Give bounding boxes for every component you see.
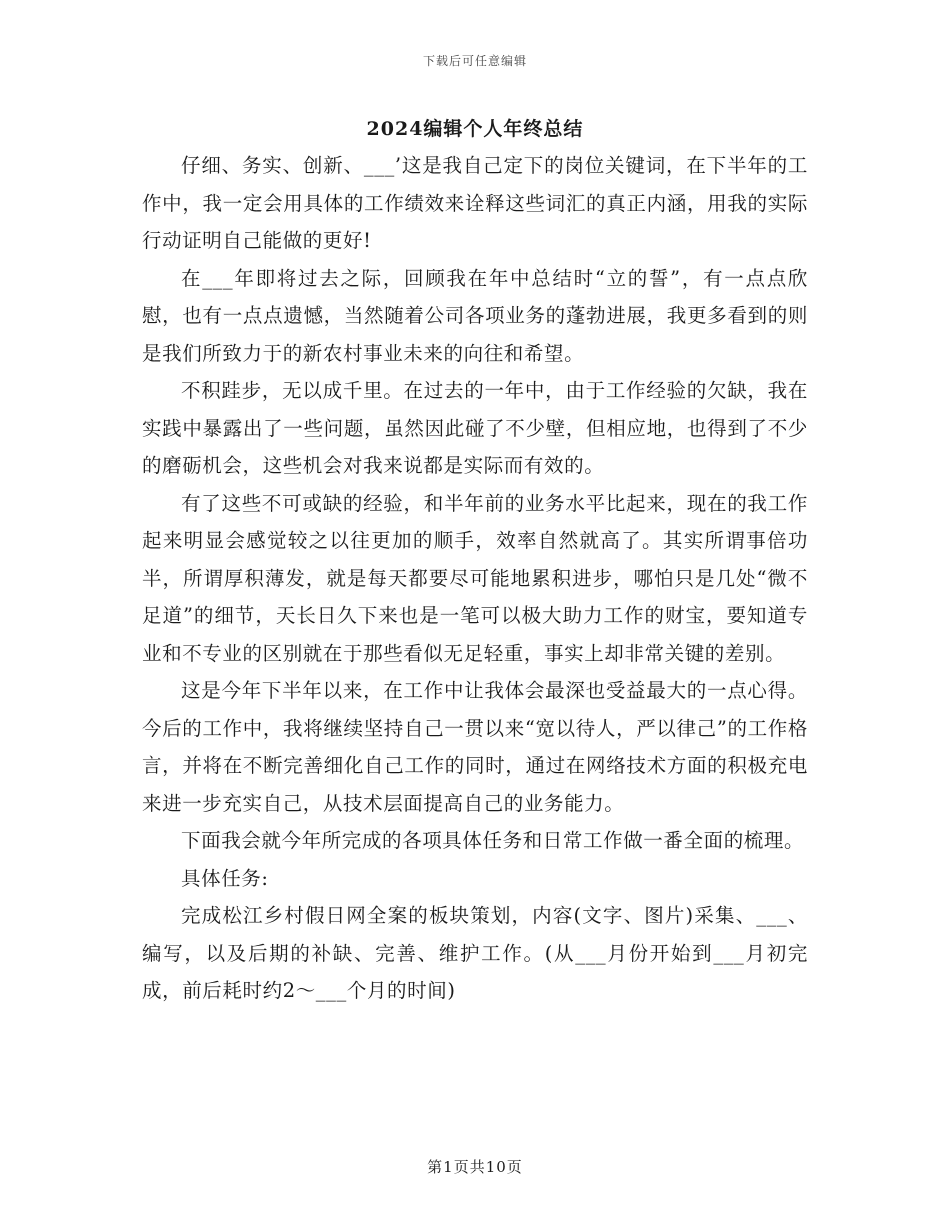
paragraph: 有了这些不可或缺的经验，和半年前的业务水平比起来，现在的我工作起来明显会感觉较之以往更加的顺手，效率自然就高了。其实所谓事倍功半，所谓厚积薄发，就是每天都要尽可能地累积进步，哪怕只是几处“微不足道”的细节，天长日久下来也是一笔可以极大助力工作的财宝，要知道专业和不专业的区别就在于那些看似无足轻重，事实上却非常关键的差别。 [142, 491, 808, 665]
paragraph: 不积跬步，无以成千里。在过去的一年中，由于工作经验的欠缺，我在实践中暴露出了一些问题，虽然因此碰了不少壁，但相应地，也得到了不少的磨砺机会，这些机会对我来说都是实际而有效的。 [142, 379, 808, 477]
page-number: 第1页共10页 [427, 1158, 523, 1176]
paragraph: 在___年即将过去之际，回顾我在年中总结时“立的誓”，有一点点欣慰，也有一点点遗憾，当然随着公司各项业务的蓬勃进展，我更多看到的则是我们所致力于的新农村事业未来的向往和希望。 [142, 266, 808, 365]
page-header-note: 下载后可任意编辑 [422, 54, 527, 68]
paragraph: 具体任务: [181, 866, 269, 890]
document-body [142, 147, 808, 1010]
paragraph: 仔细、务实、创新、___’这是我自己定下的岗位关键词，在下半年的工作中，我一定会用具体的工作绩效来诠释这些词汇的真正内涵，用我的实际行动证明自己能做的更好! [142, 154, 808, 252]
paragraph: 下面我会就今年所完成的各项具体任务和日常工作做一番全面的梳理。 [181, 829, 805, 852]
paragraph: 完成松江乡村假日网全案的板块策划，内容(文字、图片)采集、___、编写，以及后期的补缺、完善、维护工作。(从___月份开始到___月初完成，前后耗时约2～___个月的时间) [142, 904, 808, 1002]
document-title: 2024编辑个人年终总结 [366, 118, 584, 140]
paragraph: 这是今年下半年以来，在工作中让我体会最深也受益最大的一点心得。今后的工作中，我将继续坚持自己一贯以来“宽以待人，严以律己”的工作格言，并将在不断完善细化自己工作的同时，通过在网络技术方面的积极充电来进一步充实自己，从技术层面提高自己的业务能力。 [142, 679, 808, 815]
